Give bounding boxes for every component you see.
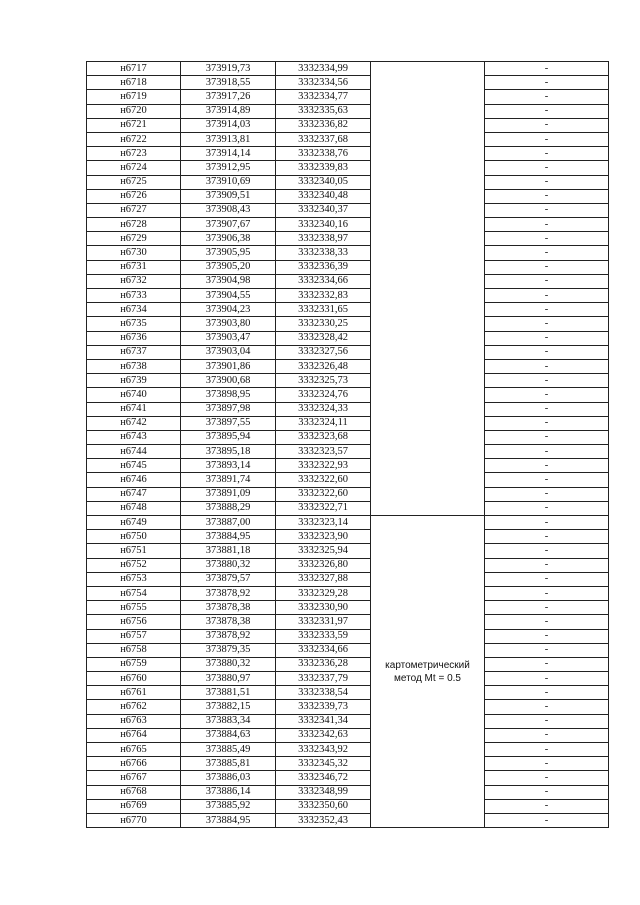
- table-row: [87, 459, 609, 473]
- x-coordinate-cell: 373891,74: [181, 473, 276, 487]
- table-row: [87, 246, 609, 260]
- x-coordinate-cell: 373901,86: [181, 359, 276, 373]
- table-row: [87, 686, 609, 700]
- point-name-cell: н6765: [87, 743, 181, 757]
- table-row: [87, 501, 609, 515]
- point-name-cell: н6744: [87, 445, 181, 459]
- note-cell: -: [485, 629, 609, 643]
- note-cell: -: [485, 686, 609, 700]
- table-row: [87, 445, 609, 459]
- y-coordinate-cell: 3332323,68: [276, 430, 371, 444]
- point-name-cell: н6748: [87, 501, 181, 515]
- x-coordinate-cell: 373913,81: [181, 132, 276, 146]
- point-name-cell: н6758: [87, 643, 181, 657]
- y-coordinate-cell: 3332338,54: [276, 686, 371, 700]
- x-coordinate-cell: 373905,95: [181, 246, 276, 260]
- x-coordinate-cell: 373880,32: [181, 657, 276, 671]
- x-coordinate-cell: 373917,26: [181, 90, 276, 104]
- y-coordinate-cell: 3332336,28: [276, 657, 371, 671]
- y-coordinate-cell: 3332322,60: [276, 487, 371, 501]
- table-row: [87, 657, 609, 671]
- table-row: [87, 317, 609, 331]
- point-name-cell: н6731: [87, 260, 181, 274]
- note-cell: -: [485, 700, 609, 714]
- note-cell: -: [485, 572, 609, 586]
- x-coordinate-cell: 373886,14: [181, 785, 276, 799]
- x-coordinate-cell: 373887,00: [181, 516, 276, 530]
- point-name-cell: н6746: [87, 473, 181, 487]
- point-name-cell: н6770: [87, 813, 181, 827]
- table-row: [87, 274, 609, 288]
- y-coordinate-cell: 3332329,28: [276, 586, 371, 600]
- point-name-cell: н6749: [87, 516, 181, 530]
- y-coordinate-cell: 3332340,48: [276, 189, 371, 203]
- x-coordinate-cell: 373884,63: [181, 728, 276, 742]
- x-coordinate-cell: 373919,73: [181, 62, 276, 76]
- table-row: [87, 76, 609, 90]
- table-row: [87, 90, 609, 104]
- y-coordinate-cell: 3332345,32: [276, 757, 371, 771]
- point-name-cell: н6718: [87, 76, 181, 90]
- note-cell: -: [485, 62, 609, 76]
- x-coordinate-cell: 373905,20: [181, 260, 276, 274]
- table-row: [87, 260, 609, 274]
- point-name-cell: н6752: [87, 558, 181, 572]
- x-coordinate-cell: 373904,23: [181, 303, 276, 317]
- note-cell: -: [485, 274, 609, 288]
- method-line-2: метод Mt = 0.5: [394, 672, 461, 684]
- y-coordinate-cell: 3332341,34: [276, 714, 371, 728]
- note-cell: -: [485, 402, 609, 416]
- y-coordinate-cell: 3332327,56: [276, 345, 371, 359]
- note-cell: -: [485, 232, 609, 246]
- table-row: [87, 402, 609, 416]
- point-name-cell: н6736: [87, 331, 181, 345]
- table-row: [87, 189, 609, 203]
- note-cell: -: [485, 303, 609, 317]
- note-cell: -: [485, 459, 609, 473]
- x-coordinate-cell: 373885,49: [181, 743, 276, 757]
- x-coordinate-cell: 373878,92: [181, 629, 276, 643]
- table-row: [87, 345, 609, 359]
- table-row: [87, 147, 609, 161]
- note-cell: -: [485, 785, 609, 799]
- note-cell: -: [485, 161, 609, 175]
- table-row: [87, 743, 609, 757]
- table-row: [87, 771, 609, 785]
- table-row: [87, 643, 609, 657]
- table-row: [87, 672, 609, 686]
- table-row: [87, 416, 609, 430]
- table-row: [87, 799, 609, 813]
- y-coordinate-cell: 3332327,88: [276, 572, 371, 586]
- point-name-cell: н6761: [87, 686, 181, 700]
- method-line-1: картометрический: [385, 659, 470, 671]
- note-cell: -: [485, 771, 609, 785]
- point-name-cell: н6729: [87, 232, 181, 246]
- note-cell: -: [485, 246, 609, 260]
- note-cell: -: [485, 813, 609, 827]
- y-coordinate-cell: 3332331,65: [276, 303, 371, 317]
- x-coordinate-cell: 373878,38: [181, 601, 276, 615]
- y-coordinate-cell: 3332326,80: [276, 558, 371, 572]
- point-name-cell: н6756: [87, 615, 181, 629]
- x-coordinate-cell: 373879,35: [181, 643, 276, 657]
- table-row: [87, 388, 609, 402]
- x-coordinate-cell: 373878,92: [181, 586, 276, 600]
- y-coordinate-cell: 3332342,63: [276, 728, 371, 742]
- note-cell: -: [485, 601, 609, 615]
- note-cell: -: [485, 374, 609, 388]
- note-cell: -: [485, 657, 609, 671]
- y-coordinate-cell: 3332323,14: [276, 516, 371, 530]
- table-row: [87, 331, 609, 345]
- point-name-cell: н6740: [87, 388, 181, 402]
- table-row: [87, 374, 609, 388]
- table-row: [87, 303, 609, 317]
- note-cell: -: [485, 615, 609, 629]
- point-name-cell: н6737: [87, 345, 181, 359]
- note-cell: -: [485, 317, 609, 331]
- table-row: [87, 700, 609, 714]
- x-coordinate-cell: 373903,47: [181, 331, 276, 345]
- table-row: [87, 104, 609, 118]
- table-row: [87, 218, 609, 232]
- x-coordinate-cell: 373881,51: [181, 686, 276, 700]
- table-row: [87, 785, 609, 799]
- y-coordinate-cell: 3332326,48: [276, 359, 371, 373]
- x-coordinate-cell: 373906,38: [181, 232, 276, 246]
- point-name-cell: н6723: [87, 147, 181, 161]
- y-coordinate-cell: 3332337,68: [276, 132, 371, 146]
- y-coordinate-cell: 3332328,42: [276, 331, 371, 345]
- table-row: [87, 714, 609, 728]
- y-coordinate-cell: 3332324,33: [276, 402, 371, 416]
- table-row: [87, 629, 609, 643]
- point-name-cell: н6743: [87, 430, 181, 444]
- point-name-cell: н6768: [87, 785, 181, 799]
- note-cell: -: [485, 501, 609, 515]
- note-cell: -: [485, 104, 609, 118]
- point-name-cell: н6722: [87, 132, 181, 146]
- note-cell: -: [485, 672, 609, 686]
- y-coordinate-cell: 3332334,66: [276, 274, 371, 288]
- y-coordinate-cell: 3332324,11: [276, 416, 371, 430]
- note-cell: -: [485, 331, 609, 345]
- note-cell: -: [485, 643, 609, 657]
- y-coordinate-cell: 3332334,66: [276, 643, 371, 657]
- y-coordinate-cell: 3332331,97: [276, 615, 371, 629]
- point-name-cell: н6755: [87, 601, 181, 615]
- y-coordinate-cell: 3332336,82: [276, 118, 371, 132]
- table-row: [87, 203, 609, 217]
- point-name-cell: н6742: [87, 416, 181, 430]
- table-row: [87, 544, 609, 558]
- point-name-cell: н6747: [87, 487, 181, 501]
- x-coordinate-cell: 373897,98: [181, 402, 276, 416]
- table-row: [87, 615, 609, 629]
- y-coordinate-cell: 3332340,16: [276, 218, 371, 232]
- y-coordinate-cell: 3332338,76: [276, 147, 371, 161]
- x-coordinate-cell: 373914,03: [181, 118, 276, 132]
- y-coordinate-cell: 3332323,57: [276, 445, 371, 459]
- note-cell: -: [485, 714, 609, 728]
- y-coordinate-cell: 3332340,05: [276, 175, 371, 189]
- x-coordinate-cell: 373880,97: [181, 672, 276, 686]
- x-coordinate-cell: 373885,92: [181, 799, 276, 813]
- note-cell: -: [485, 473, 609, 487]
- x-coordinate-cell: 373904,98: [181, 274, 276, 288]
- method-cell: [371, 62, 485, 516]
- x-coordinate-cell: 373914,89: [181, 104, 276, 118]
- table-row: [87, 232, 609, 246]
- point-name-cell: н6763: [87, 714, 181, 728]
- x-coordinate-cell: 373878,38: [181, 615, 276, 629]
- y-coordinate-cell: 3332323,90: [276, 530, 371, 544]
- point-name-cell: н6724: [87, 161, 181, 175]
- table-row: [87, 572, 609, 586]
- note-cell: -: [485, 799, 609, 813]
- table-row: [87, 132, 609, 146]
- y-coordinate-cell: 3332339,83: [276, 161, 371, 175]
- method-cell: [371, 516, 485, 828]
- table-row: [87, 175, 609, 189]
- x-coordinate-cell: 373886,03: [181, 771, 276, 785]
- x-coordinate-cell: 373885,81: [181, 757, 276, 771]
- table-row: [87, 813, 609, 827]
- y-coordinate-cell: 3332339,73: [276, 700, 371, 714]
- point-name-cell: н6741: [87, 402, 181, 416]
- y-coordinate-cell: 3332343,92: [276, 743, 371, 757]
- y-coordinate-cell: 3332335,63: [276, 104, 371, 118]
- table-row: [87, 586, 609, 600]
- point-name-cell: н6725: [87, 175, 181, 189]
- y-coordinate-cell: 3332333,59: [276, 629, 371, 643]
- y-coordinate-cell: 3332332,83: [276, 289, 371, 303]
- point-name-cell: н6727: [87, 203, 181, 217]
- note-cell: -: [485, 260, 609, 274]
- note-cell: -: [485, 757, 609, 771]
- point-name-cell: н6762: [87, 700, 181, 714]
- point-name-cell: н6735: [87, 317, 181, 331]
- point-name-cell: н6751: [87, 544, 181, 558]
- point-name-cell: н6726: [87, 189, 181, 203]
- y-coordinate-cell: 3332334,77: [276, 90, 371, 104]
- table-row: [87, 62, 609, 76]
- point-name-cell: н6767: [87, 771, 181, 785]
- table-row: [87, 289, 609, 303]
- x-coordinate-cell: 373884,95: [181, 813, 276, 827]
- point-name-cell: н6717: [87, 62, 181, 76]
- point-name-cell: н6760: [87, 672, 181, 686]
- note-cell: -: [485, 132, 609, 146]
- point-name-cell: н6732: [87, 274, 181, 288]
- point-name-cell: н6769: [87, 799, 181, 813]
- table-row: [87, 487, 609, 501]
- y-coordinate-cell: 3332334,99: [276, 62, 371, 76]
- y-coordinate-cell: 3332334,56: [276, 76, 371, 90]
- table-row: [87, 161, 609, 175]
- x-coordinate-cell: 373898,95: [181, 388, 276, 402]
- note-cell: -: [485, 487, 609, 501]
- y-coordinate-cell: 3332350,60: [276, 799, 371, 813]
- x-coordinate-cell: 373895,94: [181, 430, 276, 444]
- x-coordinate-cell: 373918,55: [181, 76, 276, 90]
- y-coordinate-cell: 3332322,71: [276, 501, 371, 515]
- point-name-cell: н6739: [87, 374, 181, 388]
- x-coordinate-cell: 373895,18: [181, 445, 276, 459]
- y-coordinate-cell: 3332340,37: [276, 203, 371, 217]
- point-name-cell: н6738: [87, 359, 181, 373]
- table-row: [87, 359, 609, 373]
- note-cell: -: [485, 218, 609, 232]
- table-row: [87, 530, 609, 544]
- coordinates-table: [86, 61, 609, 828]
- x-coordinate-cell: 373910,69: [181, 175, 276, 189]
- point-name-cell: н6728: [87, 218, 181, 232]
- y-coordinate-cell: 3332336,39: [276, 260, 371, 274]
- table-row: [87, 516, 609, 530]
- table-row: [87, 757, 609, 771]
- x-coordinate-cell: 373900,68: [181, 374, 276, 388]
- x-coordinate-cell: 373888,29: [181, 501, 276, 515]
- coordinates-table-body: [87, 62, 609, 828]
- note-cell: -: [485, 544, 609, 558]
- point-name-cell: н6766: [87, 757, 181, 771]
- note-cell: -: [485, 189, 609, 203]
- x-coordinate-cell: 373883,34: [181, 714, 276, 728]
- point-name-cell: н6759: [87, 657, 181, 671]
- y-coordinate-cell: 3332322,60: [276, 473, 371, 487]
- point-name-cell: н6733: [87, 289, 181, 303]
- x-coordinate-cell: 373882,15: [181, 700, 276, 714]
- x-coordinate-cell: 373884,95: [181, 530, 276, 544]
- x-coordinate-cell: 373912,95: [181, 161, 276, 175]
- y-coordinate-cell: 3332337,79: [276, 672, 371, 686]
- table-row: [87, 430, 609, 444]
- note-cell: -: [485, 743, 609, 757]
- note-cell: -: [485, 430, 609, 444]
- point-name-cell: н6753: [87, 572, 181, 586]
- x-coordinate-cell: 373907,67: [181, 218, 276, 232]
- x-coordinate-cell: 373881,18: [181, 544, 276, 558]
- x-coordinate-cell: 373908,43: [181, 203, 276, 217]
- x-coordinate-cell: 373909,51: [181, 189, 276, 203]
- y-coordinate-cell: 3332346,72: [276, 771, 371, 785]
- x-coordinate-cell: 373893,14: [181, 459, 276, 473]
- note-cell: -: [485, 530, 609, 544]
- note-cell: -: [485, 203, 609, 217]
- y-coordinate-cell: 3332330,90: [276, 601, 371, 615]
- y-coordinate-cell: 3332325,73: [276, 374, 371, 388]
- x-coordinate-cell: 373903,04: [181, 345, 276, 359]
- x-coordinate-cell: 373897,55: [181, 416, 276, 430]
- note-cell: -: [485, 558, 609, 572]
- note-cell: -: [485, 175, 609, 189]
- y-coordinate-cell: 3332352,43: [276, 813, 371, 827]
- note-cell: -: [485, 90, 609, 104]
- point-name-cell: н6734: [87, 303, 181, 317]
- table-row: [87, 558, 609, 572]
- note-cell: -: [485, 416, 609, 430]
- y-coordinate-cell: 3332348,99: [276, 785, 371, 799]
- point-name-cell: н6721: [87, 118, 181, 132]
- point-name-cell: н6750: [87, 530, 181, 544]
- x-coordinate-cell: 373903,80: [181, 317, 276, 331]
- point-name-cell: н6720: [87, 104, 181, 118]
- note-cell: -: [485, 147, 609, 161]
- y-coordinate-cell: 3332325,94: [276, 544, 371, 558]
- point-name-cell: н6719: [87, 90, 181, 104]
- note-cell: -: [485, 289, 609, 303]
- y-coordinate-cell: 3332338,97: [276, 232, 371, 246]
- note-cell: -: [485, 359, 609, 373]
- point-name-cell: н6764: [87, 728, 181, 742]
- note-cell: -: [485, 516, 609, 530]
- note-cell: -: [485, 388, 609, 402]
- x-coordinate-cell: 373904,55: [181, 289, 276, 303]
- note-cell: -: [485, 76, 609, 90]
- y-coordinate-cell: 3332338,33: [276, 246, 371, 260]
- note-cell: -: [485, 586, 609, 600]
- note-cell: -: [485, 345, 609, 359]
- note-cell: -: [485, 728, 609, 742]
- table-row: [87, 118, 609, 132]
- x-coordinate-cell: 373914,14: [181, 147, 276, 161]
- point-name-cell: н6754: [87, 586, 181, 600]
- table-row: [87, 473, 609, 487]
- table-row: [87, 601, 609, 615]
- point-name-cell: н6745: [87, 459, 181, 473]
- point-name-cell: н6757: [87, 629, 181, 643]
- y-coordinate-cell: 3332322,93: [276, 459, 371, 473]
- x-coordinate-cell: 373880,32: [181, 558, 276, 572]
- x-coordinate-cell: 373891,09: [181, 487, 276, 501]
- y-coordinate-cell: 3332324,76: [276, 388, 371, 402]
- point-name-cell: н6730: [87, 246, 181, 260]
- x-coordinate-cell: 373879,57: [181, 572, 276, 586]
- note-cell: -: [485, 118, 609, 132]
- note-cell: -: [485, 445, 609, 459]
- table-row: [87, 728, 609, 742]
- y-coordinate-cell: 3332330,25: [276, 317, 371, 331]
